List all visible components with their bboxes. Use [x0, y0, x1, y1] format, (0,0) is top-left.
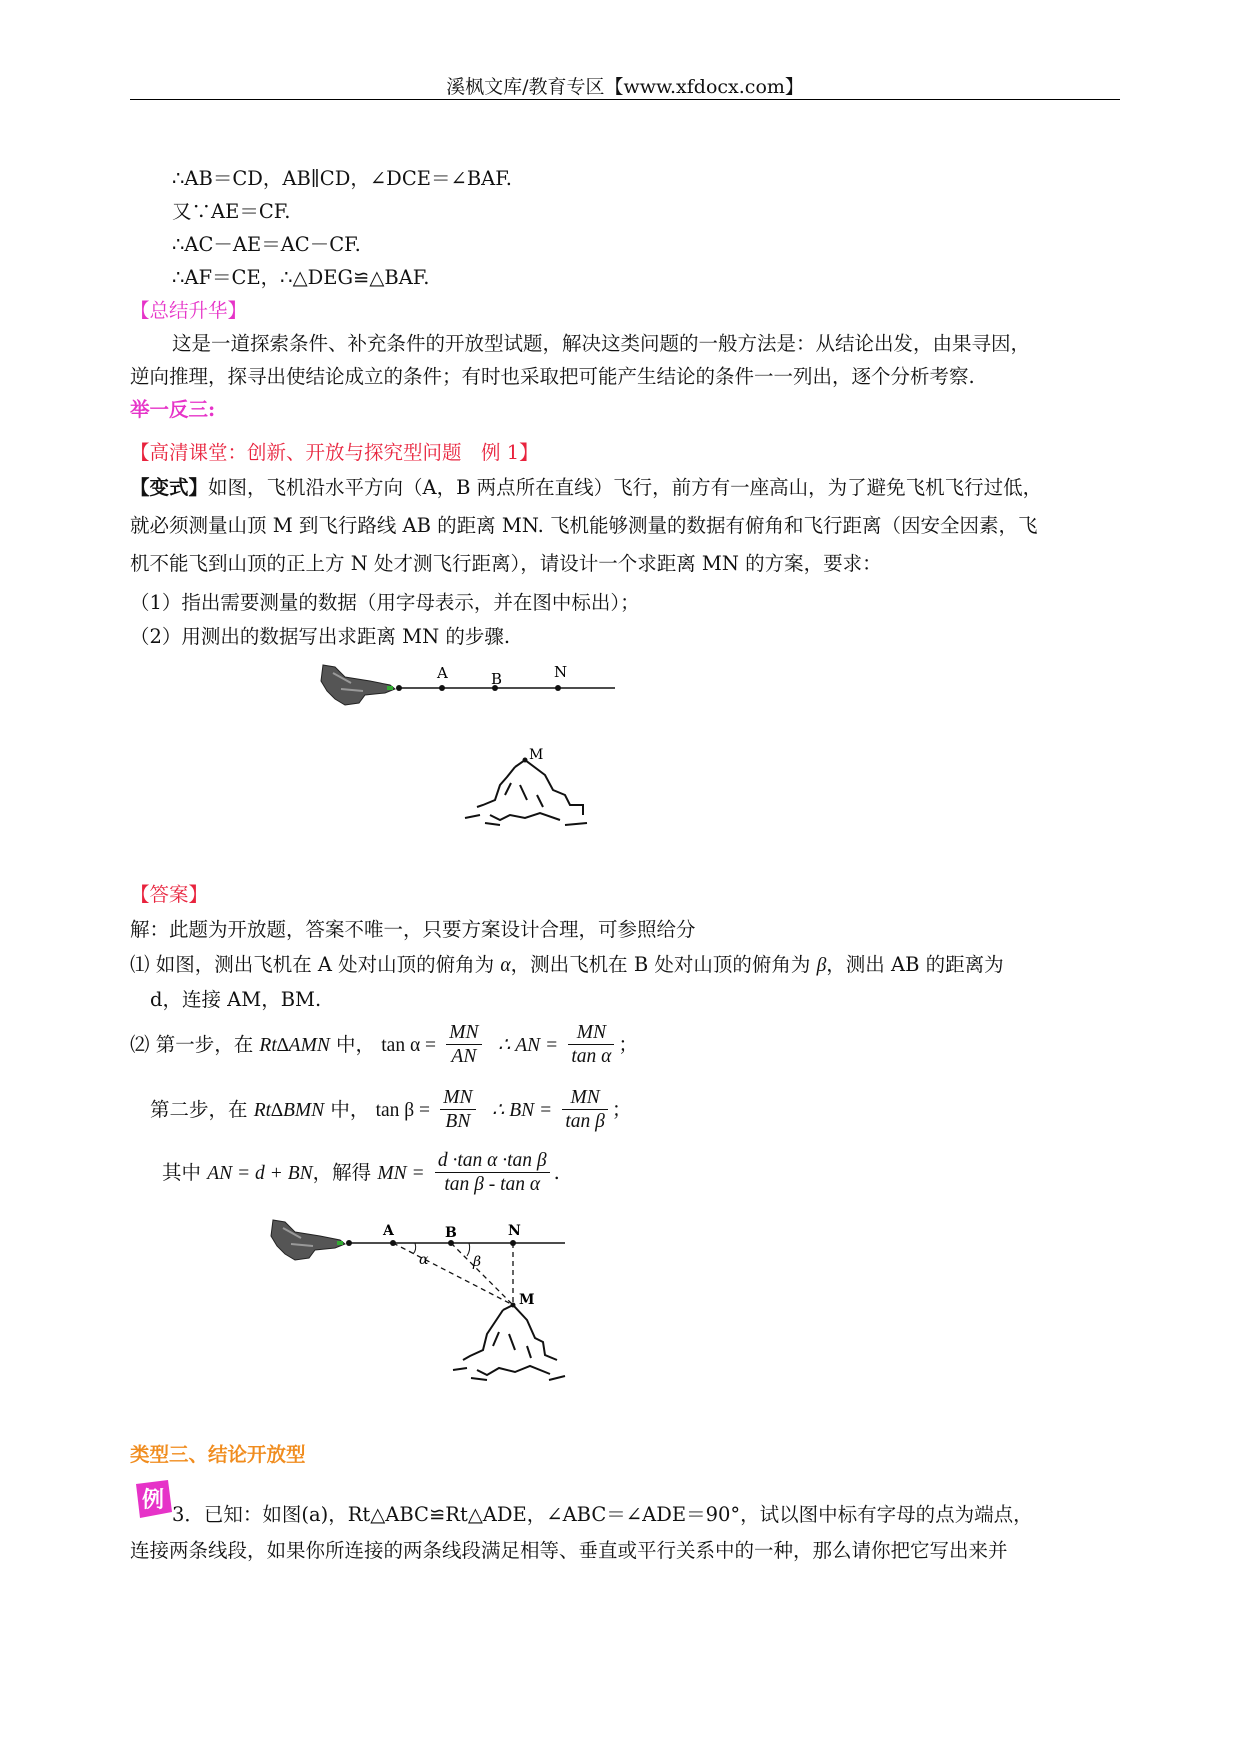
point-m: [523, 758, 528, 763]
type3-line-2: 连接两条线段，如果你所连接的两条线段满足相等、垂直或平行关系中的一种，那么请你把它写出来并: [130, 1539, 1008, 1562]
fraction-solution: $\frac{\text{d ·tan α ·tan β}}{\text{tan β - tan α}}$: [435, 1150, 550, 1197]
fraction-mn-tan-alpha: $\frac{MN}{\text{tan α}}$: [568, 1022, 614, 1069]
variant-line-3: 机不能飞到山顶的正上方 N 处才测飞行距离），请设计一个求距离 MN 的方案，要求：: [130, 552, 882, 575]
classroom-heading: 【高清课堂：创新、开放与探究型问题 例 1】: [130, 441, 539, 464]
proof-line-2: 又∵AE＝CF.: [172, 200, 291, 223]
answer-step-1: ⑴ 如图，测出飞机在 A 处对山顶的俯角为 α，测出飞机在 B 处对山顶的俯角为 β，测出 AB 的距离为: [130, 953, 1004, 976]
requirement-2: （2）用测出的数据写出求距离 MN 的步骤.: [130, 625, 511, 648]
example-badge-text: 例: [141, 1488, 165, 1513]
label-n: N: [508, 1223, 521, 1239]
summary-line-2: 逆向推理，探寻出使结论成立的条件；有时也采取把可能产生结论的条件一一列出，逐个分析考察.: [130, 365, 975, 388]
type3-heading: 类型三、结论开放型: [130, 1443, 306, 1466]
answer-heading: 【答案】: [130, 883, 209, 906]
label-beta: β: [473, 1254, 482, 1270]
practice-heading: 举一反三:: [130, 398, 216, 421]
point-m: [511, 1303, 516, 1308]
label-n: N: [554, 663, 568, 681]
proof-line-3: ∴AC－AE＝AC－CF.: [172, 233, 361, 256]
summary-heading: 【总结升华】: [130, 299, 248, 322]
beta-symbol: β: [816, 955, 827, 976]
fraction-mn-bn: $\frac{MN}{BN}$: [440, 1087, 475, 1134]
line-am: [393, 1243, 513, 1305]
answer-intro: 解：此题为开放题，答案不唯一，只要方案设计合理，可参照给分: [130, 918, 696, 941]
mountain-icon: [453, 1305, 565, 1380]
answer-step-1-line-2: d，连接 AM，BM.: [150, 988, 322, 1011]
variant-tag: 【变式】: [130, 476, 209, 499]
alpha-symbol: α: [500, 955, 511, 976]
figure-solution-diagram: [265, 1210, 585, 1420]
header-rule: [130, 99, 1120, 100]
line-bm: [451, 1243, 513, 1305]
fraction-mn-tan-beta: $\frac{MN}{\text{tan β}}$: [562, 1087, 608, 1134]
variant-text-1: 如图，飞机沿水平方向（A，B 两点所在直线）飞行，前方有一座高山，为了避免飞机飞行过低，: [208, 476, 1043, 499]
label-b: B: [445, 1225, 457, 1241]
answer-step-3: 第二步，在 Rt∆BMN 中， tan β = $\frac{MN}{BN}$ ∴ BN = $\frac{MN}{\text{tan β}}$ ；: [150, 1087, 632, 1133]
proof-line-4: ∴AF＝CE，∴△DEG≌△BAF.: [172, 266, 430, 289]
example-badge-icon: [132, 1478, 174, 1520]
mountain-icon: [465, 760, 587, 825]
label-m: M: [529, 747, 544, 763]
requirement-1: （1）指出需要测量的数据（用字母表示，并在图中标出）；: [130, 591, 640, 614]
airplane-icon: [271, 1220, 345, 1260]
label-alpha: α: [419, 1252, 429, 1268]
page-header: 溪枫文库/教育专区【www.xfdocx.com】: [446, 76, 804, 98]
figure-flight-path: [315, 655, 635, 845]
point-n: [555, 685, 561, 691]
type3-line-1: 3．已知：如图(a)，Rt△ABC≌Rt△ADE，∠ABC＝∠ADE＝90°，试以图中标有字母的点为端点，: [172, 1503, 1033, 1526]
airplane-icon: [321, 665, 395, 705]
label-m: M: [519, 1292, 535, 1308]
label-a: A: [383, 1223, 394, 1239]
label-a: A: [437, 664, 448, 682]
point-a: [439, 685, 445, 691]
variant-line-1: [130, 475, 1042, 500]
answer-step-4: 其中 AN = d + BN，解得 MN = $\frac{\text{d ·tan α ·tan β}}{\text{tan β - tan α}}$ .: [162, 1150, 560, 1196]
summary-line-1: 这是一道探索条件、补充条件的开放型试题，解决这类问题的一般方法是：从结论出发，由果寻因，: [172, 332, 1031, 355]
answer-step-2: ⑵ 第一步，在 Rt∆AMN 中， tan α = $\frac{MN}{AN}$ ∴ AN = $\frac{MN}{\text{tan α}}$ ；: [130, 1022, 638, 1068]
fraction-mn-an: $\frac{MN}{AN}$: [446, 1022, 481, 1069]
variant-line-2: 就必须测量山顶 M 到飞行路线 AB 的距离 MN. 飞机能够测量的数据有俯角和飞行距离（因安全因素，飞: [130, 514, 1038, 537]
label-b: B: [491, 670, 503, 688]
proof-line-1: ∴AB＝CD，AB∥CD，∠DCE＝∠BAF.: [172, 167, 512, 190]
